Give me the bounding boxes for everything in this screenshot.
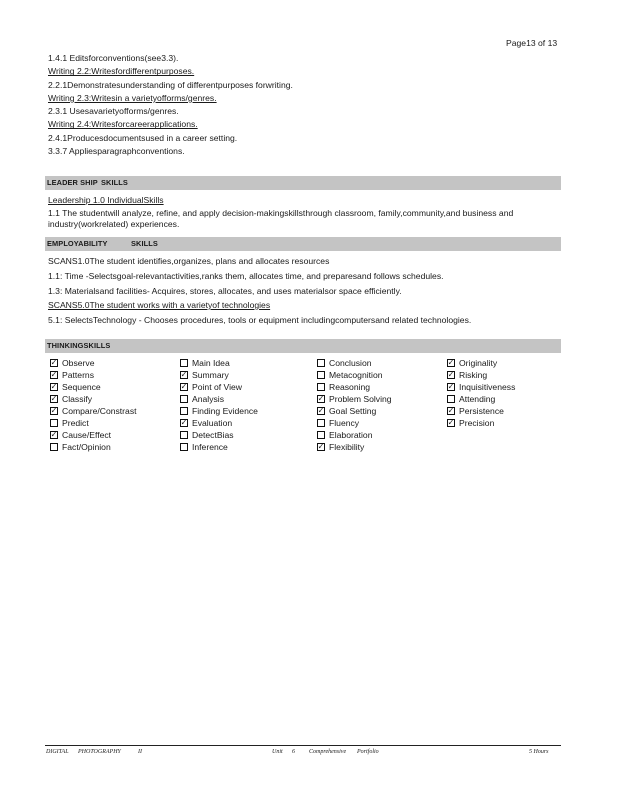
skill-checkbox[interactable] <box>317 431 325 439</box>
standard-line: 2.2.1Demonstratesunderstanding of differentpurposes forwriting. <box>48 79 293 90</box>
writing-standards-list <box>48 52 568 158</box>
skill-row <box>180 381 258 393</box>
skill-label: Inquisitiveness <box>459 382 516 392</box>
skill-checkbox[interactable] <box>180 395 188 403</box>
leadership-line: 1.1 The studentwill analyze, refine, and apply decision-makingskillsthrough classroom, family,community,and business and <box>48 208 514 218</box>
skill-checkbox[interactable] <box>447 407 455 415</box>
employability-line: 5.1: SelectsTechnology - Chooses procedures, tools or equipment includingcomputersand related technologies. <box>48 314 472 325</box>
employability-block <box>48 256 564 329</box>
skill-checkbox[interactable] <box>447 359 455 367</box>
leadership-block <box>48 195 564 230</box>
section-heading: SKILLS <box>101 178 128 187</box>
skill-row <box>317 393 392 405</box>
standard-line: 2.4.1Producesdocumentsused in a career setting. <box>48 132 238 143</box>
skill-row <box>447 369 515 381</box>
skill-label: Compare/Constrast <box>62 406 137 416</box>
skill-row <box>50 369 137 381</box>
skill-row <box>447 393 515 405</box>
footer-unit: Unit <box>272 749 283 755</box>
skill-checkbox[interactable] <box>447 419 455 427</box>
skill-row <box>317 417 392 429</box>
skill-label: Metacognition <box>329 370 383 380</box>
skill-label: Fact/Opinion <box>62 442 111 452</box>
skill-row <box>180 369 258 381</box>
skill-checkbox[interactable] <box>180 371 188 379</box>
skill-label: Main Idea <box>192 358 230 368</box>
skill-checkbox[interactable] <box>180 407 188 415</box>
skill-checkbox[interactable] <box>447 395 455 403</box>
section-heading: THINKINGSKILLS <box>47 341 111 350</box>
standard-line: 3.3.7 Appliesparagraphconventions. <box>48 146 185 157</box>
skill-label: Fluency <box>329 418 360 428</box>
section-heading: LEADER SHIP <box>47 178 98 187</box>
leadership-skills-header <box>45 176 561 190</box>
skill-label: Finding Evidence <box>192 406 258 416</box>
skill-row <box>317 357 392 369</box>
skill-row <box>50 381 137 393</box>
skill-label: Precision <box>459 418 495 428</box>
skill-label: Flexibility <box>329 442 365 452</box>
skill-checkbox[interactable] <box>180 443 188 451</box>
skill-label: Predict <box>62 418 89 428</box>
skill-row <box>50 357 137 369</box>
skill-checkbox[interactable] <box>50 419 58 427</box>
skill-row <box>447 381 515 393</box>
standard-heading: Writing 2.3:Writesin a varietyofforms/genres. <box>48 92 217 103</box>
skill-checkbox[interactable] <box>447 383 455 391</box>
skill-row <box>50 405 137 417</box>
skill-checkbox[interactable] <box>317 419 325 427</box>
skill-row <box>317 369 392 381</box>
skill-label: Conclusion <box>329 358 372 368</box>
skill-checkbox[interactable] <box>447 371 455 379</box>
skill-row <box>180 393 258 405</box>
skill-label: Evaluation <box>192 418 233 428</box>
footer-rule <box>45 745 561 746</box>
standard-line: 2.3.1 Usesavarietyofforms/genres. <box>48 106 179 117</box>
skill-label: Patterns <box>62 370 95 380</box>
skill-label: Sequence <box>62 382 101 392</box>
skill-row <box>50 393 137 405</box>
skill-checkbox[interactable] <box>50 371 58 379</box>
skill-row <box>447 405 515 417</box>
skill-label: Cause/Effect <box>62 430 112 440</box>
employability-heading: SCANS5.0The student works with a varietyof technologies <box>48 300 271 310</box>
skill-checkbox[interactable] <box>317 371 325 379</box>
employability-line: 1.1: Time -Selectsgoal-relevantactivities,ranks them, allocates time, and preparesand follows schedules. <box>48 271 444 281</box>
skill-row <box>180 405 258 417</box>
skill-checkbox[interactable] <box>180 383 188 391</box>
footer-unit-title-2: Portfolio <box>357 749 379 755</box>
skill-label: Goal Setting <box>329 406 377 416</box>
skill-label: Observe <box>62 358 95 368</box>
section-heading: EMPLOYABILITY <box>47 239 108 248</box>
skill-row <box>317 441 392 453</box>
skill-row <box>50 417 137 429</box>
skill-checkbox[interactable] <box>317 443 325 451</box>
footer-course: DIGITAL <box>46 749 69 755</box>
skills-column <box>447 357 515 429</box>
skill-row <box>180 417 258 429</box>
section-heading: SKILLS <box>131 239 158 248</box>
leadership-title: Leadership 1.0 IndividualSkills <box>48 195 164 205</box>
skill-row <box>317 405 392 417</box>
skill-checkbox[interactable] <box>50 359 58 367</box>
skill-checkbox[interactable] <box>50 395 58 403</box>
skill-label: Inference <box>192 442 228 452</box>
skill-label: DetectBias <box>192 430 234 440</box>
skill-label: Summary <box>192 370 229 380</box>
standard-line: 1.4.1 Editsforconventions(see3.3). <box>48 53 179 63</box>
skill-checkbox[interactable] <box>317 395 325 403</box>
skill-label: Problem Solving <box>329 394 392 404</box>
skill-checkbox[interactable] <box>180 359 188 367</box>
skill-row <box>50 429 137 441</box>
skill-checkbox[interactable] <box>317 383 325 391</box>
footer-course-2: PHOTOGRAPHY <box>78 749 121 755</box>
skill-row <box>180 441 258 453</box>
skill-checkbox[interactable] <box>50 431 58 439</box>
skill-row <box>180 357 258 369</box>
skill-label: Attending <box>459 394 496 404</box>
skill-row <box>447 357 515 369</box>
skill-checkbox[interactable] <box>50 407 58 415</box>
skill-row <box>50 441 137 453</box>
skill-label: Point of View <box>192 382 243 392</box>
employability-line: 1.3: Materialsand facilities- Acquires, stores, allocates, and uses materialsor space efficiently. <box>48 285 402 296</box>
page-number: Page13 of 13 <box>506 38 558 48</box>
skill-checkbox[interactable] <box>180 419 188 427</box>
skill-row <box>180 429 258 441</box>
skill-row <box>317 381 392 393</box>
skill-checkbox[interactable] <box>317 359 325 367</box>
skill-checkbox[interactable] <box>50 443 58 451</box>
skill-checkbox[interactable] <box>317 407 325 415</box>
skill-row <box>317 429 392 441</box>
employability-line: SCANS1.0The student identifies,organizes, plans and allocates resources <box>48 256 330 266</box>
footer-level: II <box>138 749 142 755</box>
skills-column <box>180 357 258 453</box>
footer-hours: 5 Hours <box>529 749 549 755</box>
footer-unit-title: Comprehensive <box>309 749 347 755</box>
standard-heading: Writing 2.2:Writesfordifferentpurposes. <box>48 66 195 77</box>
thinking-skills-header <box>45 339 561 353</box>
skill-row <box>447 417 515 429</box>
skill-label: Reasoning <box>329 382 371 392</box>
skill-label: Elaboration <box>329 430 373 440</box>
skill-label: Analysis <box>192 394 224 404</box>
skill-checkbox[interactable] <box>50 383 58 391</box>
skill-label: Originality <box>459 358 498 368</box>
skill-label: Risking <box>459 370 488 380</box>
skills-column <box>50 357 137 453</box>
employability-skills-header <box>45 237 561 251</box>
skill-label: Classify <box>62 394 93 404</box>
footer-unit-number: 6 <box>292 749 295 755</box>
skill-label: Persistence <box>459 406 504 416</box>
skill-checkbox[interactable] <box>180 431 188 439</box>
leadership-line: industry(workrelated) experiences. <box>48 219 180 229</box>
standard-heading: Writing 2.4:Writesforcareerapplications. <box>48 119 198 130</box>
skills-column <box>317 357 392 453</box>
